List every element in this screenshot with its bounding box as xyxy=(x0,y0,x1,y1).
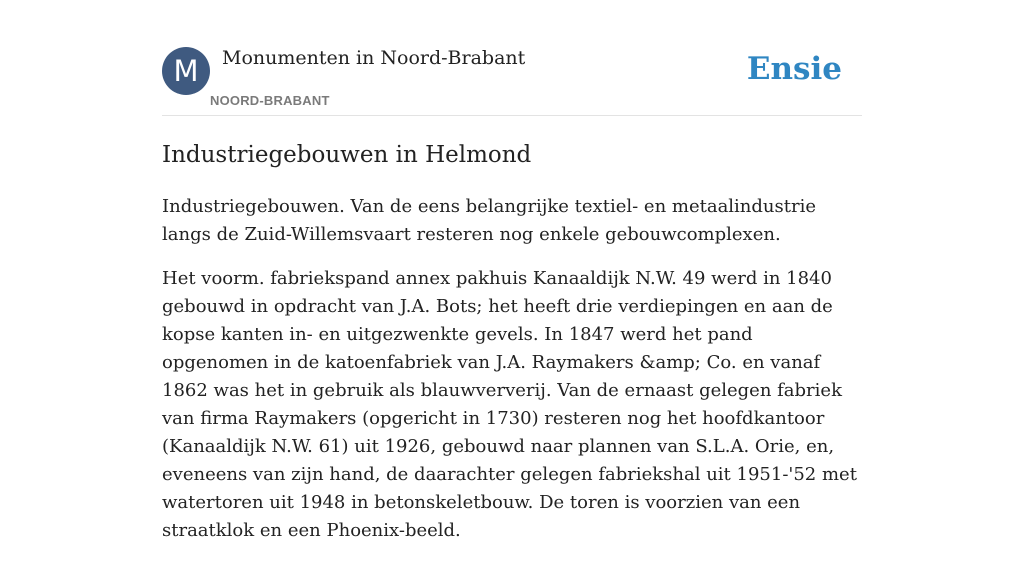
avatar[interactable]: M xyxy=(162,47,210,95)
page xyxy=(162,0,862,541)
site-header xyxy=(162,0,862,116)
article-paragraph: Industriegebouwen. Van de eens belangrijke textiel- en metaalindustrie langs de Zuid-Willemsvaart resteren nog enkele gebouwcomplexen. xyxy=(162,196,817,245)
article-title: Industriegebouwen in Helmond xyxy=(162,142,532,168)
site-title-link[interactable]: Monumenten in Noord-Brabant xyxy=(222,47,526,69)
site-subtitle: NOORD-BRABANT xyxy=(210,93,330,108)
ensie-logo[interactable]: Ensie xyxy=(746,51,842,87)
article xyxy=(162,139,862,561)
article-paragraph: Het voorm. fabriekspand annex pakhuis Kanaaldijk N.W. 49 werd in 1840 gebouwd in opdracht van J.A. Bots; het heeft drie verdiepingen en aan de kopse kanten in- en uitgezwenkte gevels. In 1847 werd het pand opgenomen in de katoenfabriek van J.A. Raymakers &amp; Co. en vanaf 1862 was het in gebruik als blauwververij. Van de ernaast gelegen fabriek van firma Raymakers (opgericht in 1730) resteren nog het hoofdkantoor (Kanaaldijk N.W. 61) uit 1926, gebouwd naar plannen van S.L.A. Orie, en, eveneens van zijn hand, de daarachter gelegen fabriekshal uit 1951-'52 met watertoren uit 1948 in betonskeletbouw. De toren is voorzien van een straatklok en een Phoenix-beeld. xyxy=(162,268,857,541)
